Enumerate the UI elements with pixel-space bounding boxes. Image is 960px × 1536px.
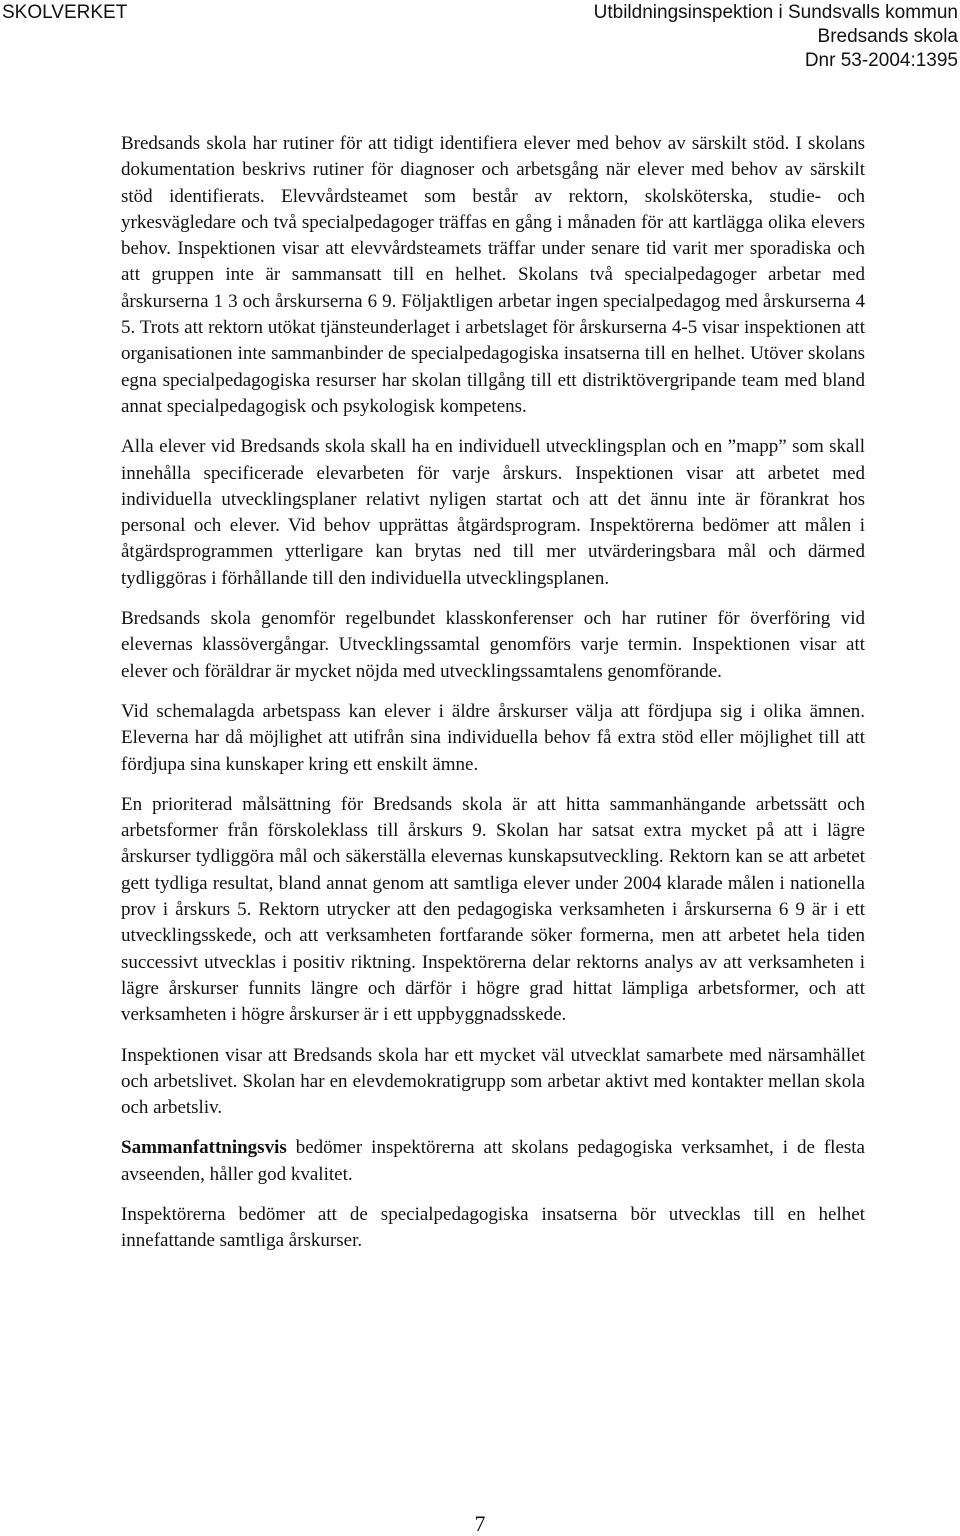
paragraph: En prioriterad målsättning för Bredsands skola är att hitta sammanhängande arbetssätt och arbetsformer från förskoleklass till årskurs 9. Skolan har satsat extra mycket på att i lägre årskurser tydliggöra mål och säkerställa elevernas kunskapsutveckling. Rektorn kan se att arbetet gett tydliga resultat, bland annat genom att samtliga elever under 2004 klarade målen i nationella prov i årskurs 5. Rektorn utrycker att den pedagogiska verksamheten i årskurserna 6 9 är i ett utvecklingsskede, och att verksamheten fortfarande söker formerna, men att arbetet hela tiden successivt utvecklas i positiv riktning. Inspektörerna delar rektorns analys av att verksamheten i lägre årskurser funnits längre och därför i högre grad hittat lämpliga arbetsformer, och att verksamheten i högre årskurser är i ett uppbyggnadsskede. — [121, 793, 865, 1026]
closing-paragraph: Inspektörerna bedömer att de specialpedagogiska insatserna bör utvecklas till en helhet innefattande samtliga årskurser. — [121, 1203, 865, 1252]
paragraph: Bredsands skola genomför regelbundet klasskonferenser och har rutiner för överföring vid elevernas klassövergångar. Utvecklingssamtal genomförs varje termin. Inspektionen visar att elever och föräldrar är mycket nöjda med utvecklingssamtalens genomförande. — [121, 608, 865, 682]
org-name: SKOLVERKET — [2, 2, 128, 23]
paragraph: Vid schemalagda arbetspass kan elever i äldre årskurser välja att fördjupa sig i olika ämnen. Eleverna har då möjlighet att utifrån sina individuella behov få extra stöd eller möjlighet till att fördjupa sina kunskaper kring ett enskilt ämne. — [121, 700, 865, 775]
summary-text: bedömer inspektörerna att skolans pedagogiska verksamhet, i de flesta avseenden, håller god kvalitet. — [121, 1137, 865, 1185]
paragraph: Bredsands skola har rutiner för att tidigt identifiera elever med behov av särskilt stöd. I skolans dokumentation beskrivs rutiner för diagnoser och arbetsgång när elever med behov av särskilt stöd identifierats. Elevvårdsteamet som består av rektorn, skolsköterska, studie- och yrkesvägledare och två specialpedagoger träffas en gång i månaden för att kartlägga olika elevers behov. Inspektionen visar att elevvårdsteamets träffar under senare tid varit mer sporadiska och att gruppen inte är sammansatt till en helhet. Skolans två specialpedagoger arbetar med årskurserna 1 3 och årskurserna 6 9. Följaktligen arbetar ingen specialpedagog med årskurserna 4 5. Trots att rektorn utökat tjänsteunderlaget i arbetslaget för årskurserna 4-5 visar inspektionen att organisationen inte sammanbinder de specialpedagogiska insatserna till en helhet. Utöver skolans egna specialpedagogiska resurser har skolan tillgång till ett distriktövergripande team med bland annat specialpedagogisk och psykologisk kompetens. — [121, 133, 865, 417]
document-header — [594, 1, 958, 73]
paragraph: Inspektionen visar att Bredsands skola har ett mycket väl utvecklat samarbete med närsamhället och arbetslivet. Skolan har en elevdemokratigrupp som arbetar aktivt med kontakter mellan skola och arbetsliv. — [121, 1044, 865, 1119]
school-name: Bredsands skola — [817, 26, 958, 47]
document-number: Dnr 53-2004:1395 — [804, 50, 958, 71]
inspection-title: Utbildningsinspektion i Sundsvalls kommun — [593, 2, 958, 23]
summary-paragraph — [121, 1135, 865, 1188]
document-body — [121, 131, 865, 1269]
summary-lead: Sammanfattningsvis — [121, 1137, 287, 1159]
page-number: 7 — [474, 1511, 486, 1536]
paragraph: Alla elever vid Bredsands skola skall ha en individuell utvecklingsplan och en ”mapp” som skall innehålla specificerade elevarbeten för varje årskurs. Inspektionen visar att arbetet med individuella utvecklingsplaner relativt nyligen startat och att det ännu inte är förankrat hos personal och elever. Vid behov upprättas åtgärdsprogram. Inspektörerna bedömer att målen i åtgärdsprogrammen ytterligare kan brytas ned till mer utvärderingsbara mål och därmed tydliggöras i förhållande till den individuella utvecklingsplanen. — [121, 436, 865, 589]
